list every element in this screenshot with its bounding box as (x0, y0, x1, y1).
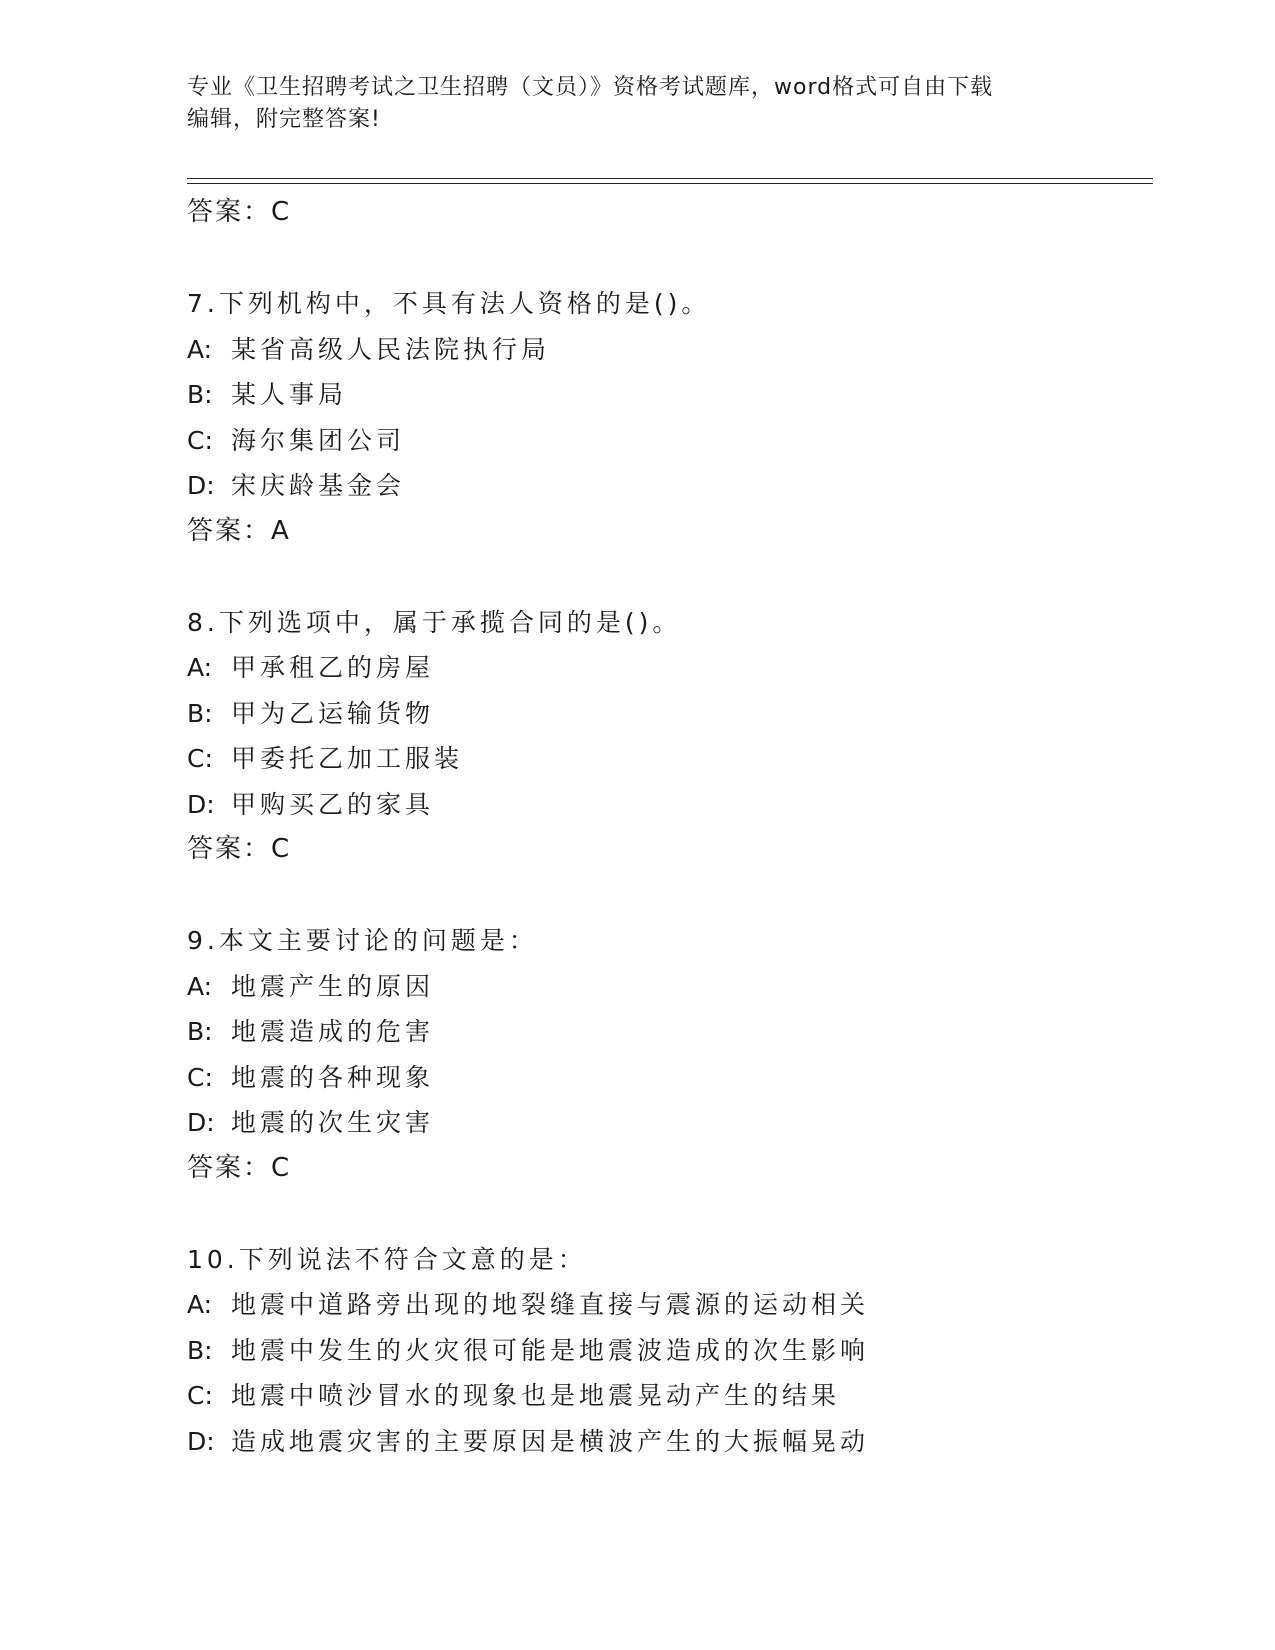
option-key: D: (187, 1426, 215, 1456)
option-a (187, 964, 1153, 1010)
option-text: 地震的次生灾害 (231, 1108, 435, 1137)
spacer (187, 236, 1153, 282)
option-a (187, 645, 1153, 691)
option-text: 地震中喷沙冒水的现象也是地震晃动产生的结果 (231, 1381, 841, 1410)
option-b (187, 1328, 1153, 1374)
option-a (187, 1282, 1153, 1328)
spacer (187, 873, 1153, 919)
option-key: D: (187, 789, 215, 819)
option-text: 地震中发生的火灾很可能是地震波造成的次生影响 (231, 1335, 870, 1365)
question-stem: 10.下列说法不符合文意的是： (187, 1244, 587, 1274)
option-key: C: (187, 1381, 213, 1410)
option-c (187, 418, 1153, 464)
option-c (187, 1373, 1153, 1419)
option-key: C: (187, 744, 213, 773)
spacer (187, 1191, 1153, 1237)
option-key: C: (187, 425, 213, 455)
option-key: A: (187, 1290, 213, 1319)
option-a (187, 327, 1153, 373)
option-key: D: (187, 471, 215, 500)
option-key: B: (187, 1335, 213, 1365)
option-text: 甲委托乙加工服装 (231, 744, 464, 773)
answer-line: 答案：C (187, 834, 292, 864)
option-key: A: (187, 653, 213, 682)
option-d (187, 1100, 1153, 1146)
option-text: 某省高级人民法院执行局 (231, 334, 551, 364)
question-block (187, 600, 1153, 873)
option-text: 宋庆龄基金会 (231, 471, 406, 500)
option-text: 造成地震灾害的主要原因是横波产生的大振幅晃动 (231, 1426, 870, 1456)
option-text: 地震产生的原因 (231, 971, 435, 1001)
header-line-2: 编辑，附完整答案! (187, 107, 381, 132)
option-b (187, 372, 1153, 418)
header-divider-top (187, 178, 1153, 179)
question-list (187, 190, 1153, 1464)
spacer (187, 554, 1153, 600)
option-d (187, 782, 1153, 828)
option-key: B: (187, 698, 213, 728)
option-key: A: (187, 334, 213, 364)
option-key: C: (187, 1062, 213, 1092)
header-divider-bottom (187, 183, 1153, 184)
option-key: A: (187, 971, 213, 1001)
answer-line: 答案：A (187, 515, 291, 546)
document-header (187, 72, 1087, 136)
question-stem: 7.下列机构中，不具有法人资格的是()。 (187, 289, 711, 318)
question-stem: 8.下列选项中，属于承揽合同的是()。 (187, 607, 682, 637)
option-text: 甲为乙运输货物 (231, 698, 435, 728)
question-block (187, 918, 1153, 1191)
option-text: 甲购买乙的家具 (231, 789, 435, 819)
option-key: B: (187, 1017, 213, 1046)
option-c (187, 736, 1153, 782)
option-key: D: (187, 1108, 215, 1137)
option-b (187, 691, 1153, 737)
question-block (187, 1237, 1153, 1465)
option-text: 地震的各种现象 (231, 1062, 435, 1092)
option-d (187, 463, 1153, 509)
option-d (187, 1419, 1153, 1465)
option-text: 某人事局 (231, 380, 348, 409)
option-key: B: (187, 380, 213, 409)
option-text: 海尔集团公司 (231, 425, 406, 455)
option-c (187, 1055, 1153, 1101)
option-text: 甲承租乙的房屋 (231, 653, 435, 682)
question-stem: 9.本文主要讨论的问题是： (187, 926, 538, 955)
option-text: 地震中道路旁出现的地裂缝直接与震源的运动相关 (231, 1290, 870, 1319)
question-block (187, 281, 1153, 554)
answer-line: 答案：C (187, 197, 292, 227)
option-b (187, 1009, 1153, 1055)
option-text: 地震造成的危害 (231, 1017, 435, 1046)
answer-line: 答案：C (187, 1152, 292, 1183)
header-line-1: 专业《卫生招聘考试之卫生招聘（文员）》资格考试题库，word格式可自由下载 (187, 75, 994, 100)
